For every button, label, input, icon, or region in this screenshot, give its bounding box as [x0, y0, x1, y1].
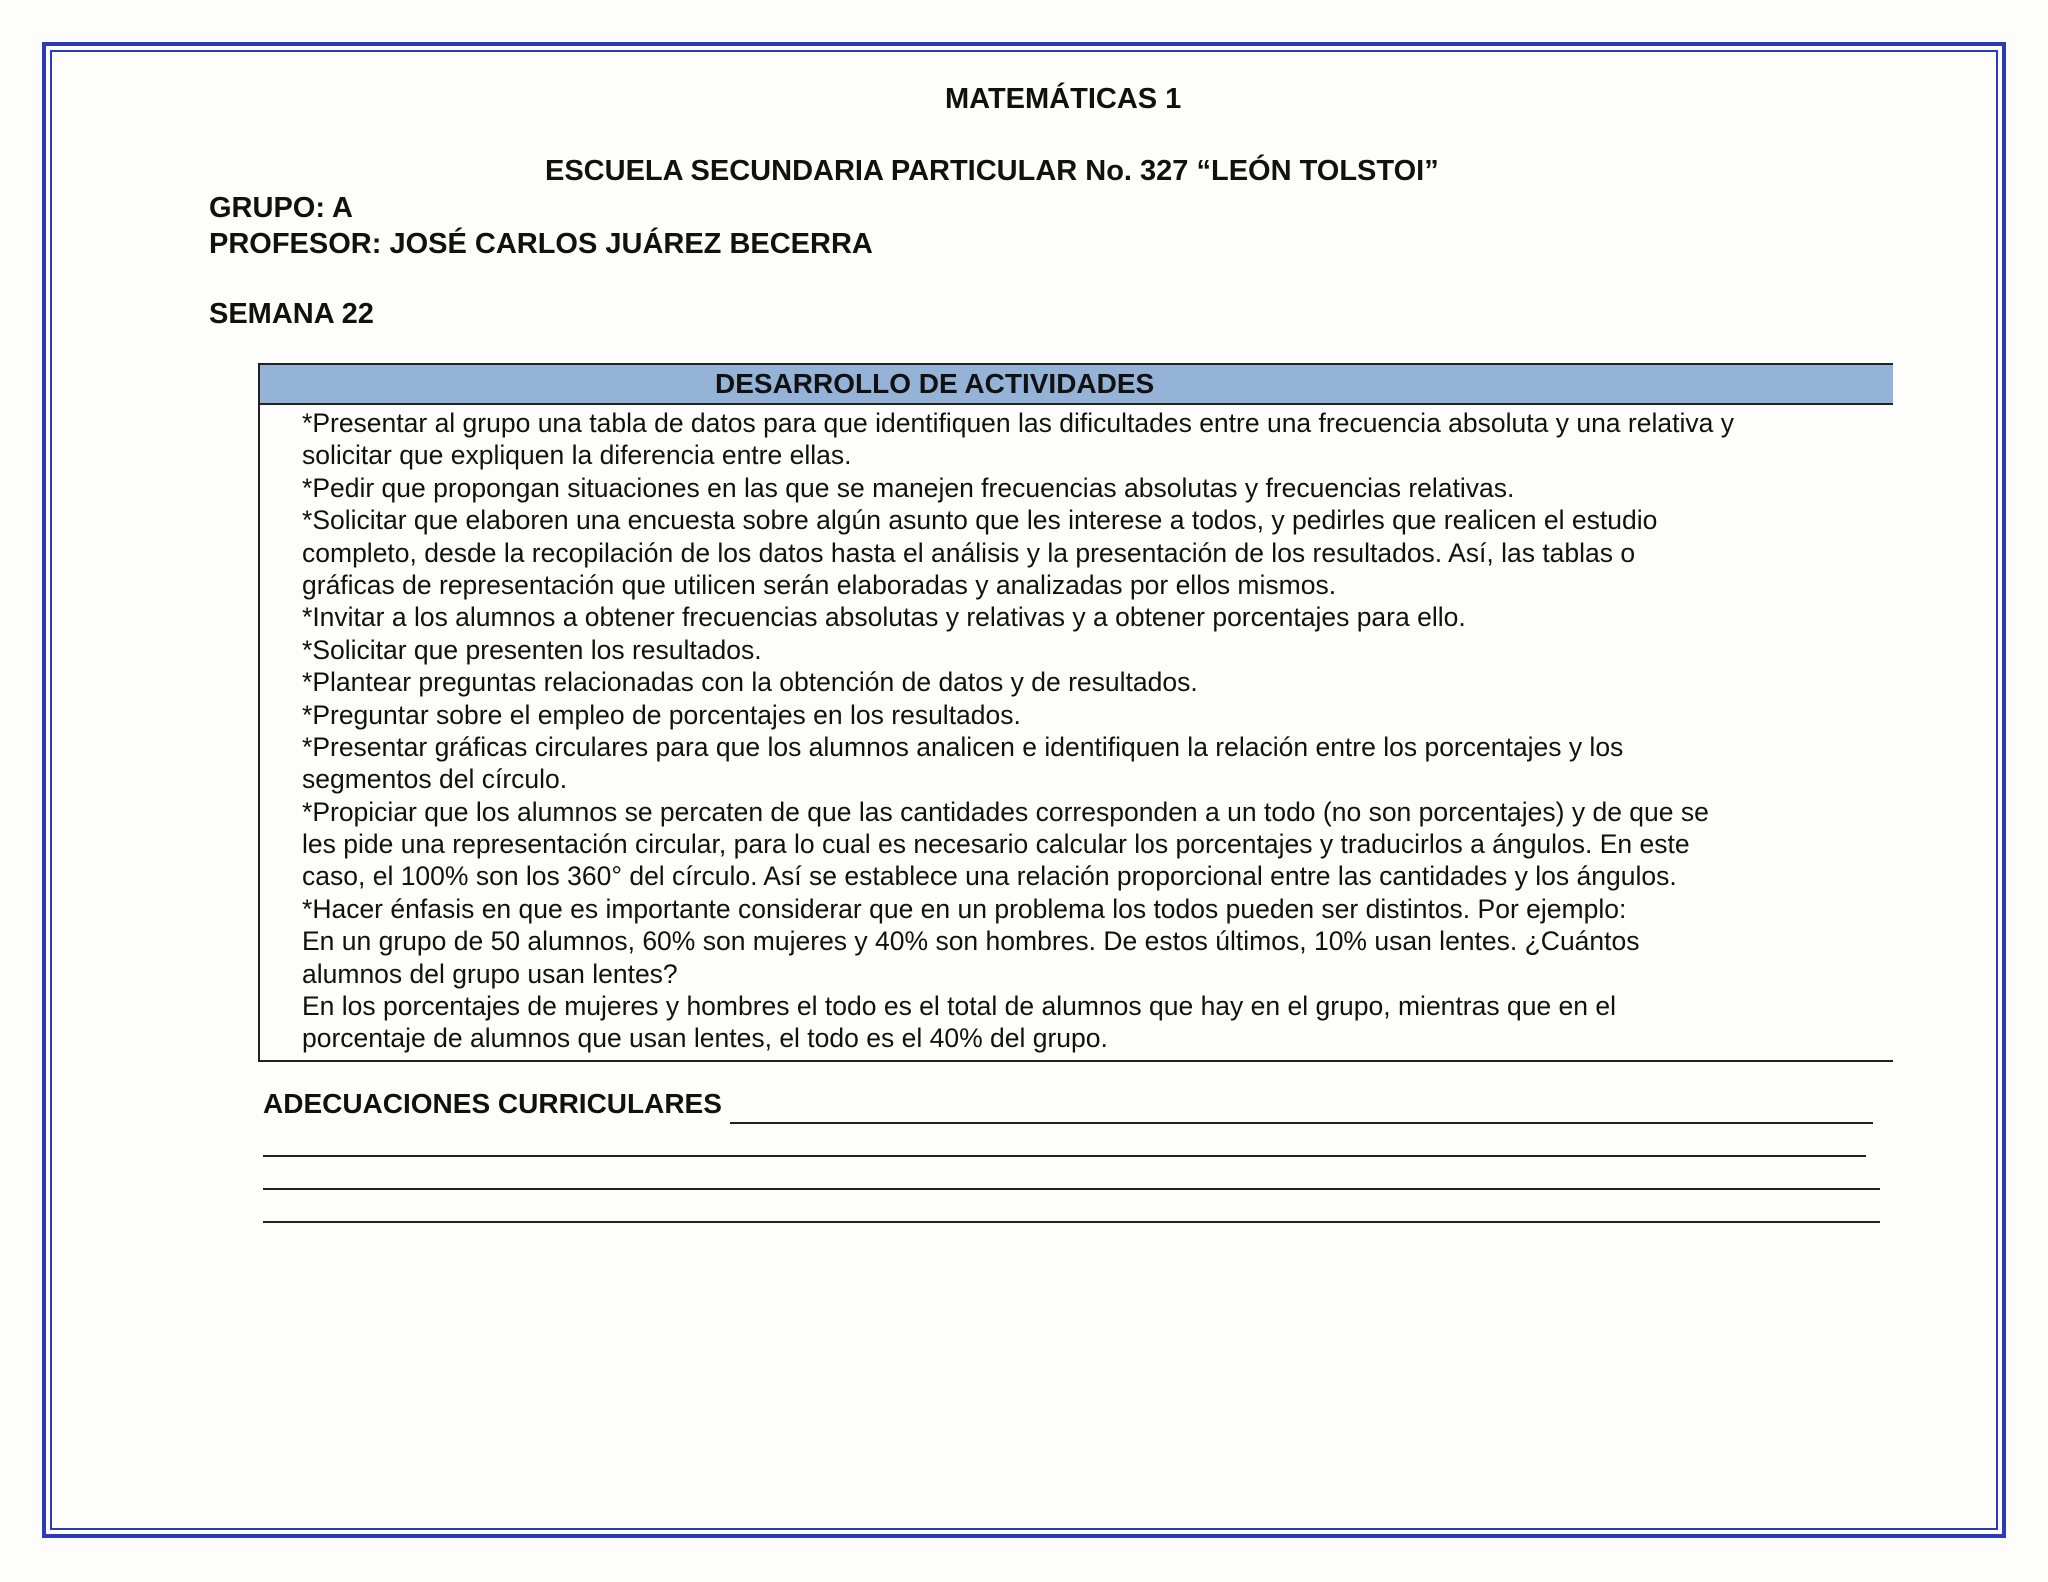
- activity-line: En un grupo de 50 alumnos, 60% son mujeres y 40% son hombres. De estos últimos, 10% usan lentes. ¿Cuántos: [302, 926, 1640, 957]
- teacher-label: PROFESOR: JOSÉ CARLOS JUÁREZ BECERRA: [209, 228, 873, 260]
- activity-line: *Solicitar que presenten los resultados.: [302, 634, 762, 665]
- activity-line: *Plantear preguntas relacionadas con la obtención de datos y de resultados.: [302, 667, 1198, 698]
- activity-line: les pide una representación circular, para lo cual es necesario calcular los porcentajes y traducirlos a ángulos. En este: [302, 829, 1690, 860]
- fill-in-line: [263, 1188, 1880, 1190]
- fill-in-line: [263, 1155, 1866, 1157]
- week-label: SEMANA 22: [209, 298, 374, 330]
- activities-header: [260, 365, 1893, 405]
- activity-line: completo, desde la recopilación de los datos hasta el análisis y la presentación de los resultados. Así, las tablas o: [302, 537, 1636, 568]
- school-title: ESCUELA SECUNDARIA PARTICULAR No. 327 “LEÓN TOLSTOI”: [545, 155, 1439, 187]
- activity-line: *Propiciar que los alumnos se percaten de que las cantidades corresponden a un todo (no son porcentajes) y de que se: [302, 796, 1709, 827]
- activity-line: porcentaje de alumnos que usan lentes, el todo es el 40% del grupo.: [302, 1023, 1108, 1054]
- activity-line: *Hacer énfasis en que es importante considerar que en un problema los todos pueden ser distintos. Por ejemplo:: [302, 893, 1627, 924]
- activity-line: *Pedir que propongan situaciones en las que se manejen frecuencias absolutas y frecuencias relativas.: [302, 472, 1515, 503]
- group-label: GRUPO: A: [209, 192, 353, 224]
- activity-line: gráficas de representación que utilicen serán elaboradas y analizadas por ellos mismos.: [302, 569, 1337, 600]
- activities-heading: DESARROLLO DE ACTIVIDADES: [715, 368, 1155, 399]
- fill-in-line: [263, 1221, 1880, 1223]
- subject-title: MATEMÁTICAS 1: [945, 83, 1182, 115]
- activity-line: *Solicitar que elaboren una encuesta sobre algún asunto que les interese a todos, y pedirles que realicen el estudio: [302, 505, 1658, 536]
- activity-line: *Presentar al grupo una tabla de datos para que identifiquen las dificultades entre una frecuencia absoluta y una relativa y: [302, 408, 1734, 438]
- activity-line: *Preguntar sobre el empleo de porcentajes en los resultados.: [302, 699, 1021, 730]
- activity-line: alumnos del grupo usan lentes?: [302, 958, 678, 989]
- activity-line: *Invitar a los alumnos a obtener frecuencias absolutas y relativas y a obtener porcentajes para ello.: [302, 602, 1466, 633]
- adecuaciones-label: ADECUACIONES CURRICULARES: [263, 1088, 722, 1119]
- fill-in-line: [730, 1122, 1873, 1124]
- activity-line: *Presentar gráficas circulares para que los alumnos analicen e identifiquen la relación entre los porcentajes y los: [302, 731, 1624, 762]
- activities-table: [258, 363, 1893, 1062]
- activity-line: solicitar que expliquen la diferencia entre ellas.: [302, 440, 852, 471]
- activity-line: segmentos del círculo.: [302, 764, 568, 795]
- activity-line: En los porcentajes de mujeres y hombres el todo es el total de alumnos que hay en el grupo, mientras que en el: [302, 991, 1617, 1022]
- activity-line: caso, el 100% son los 360° del círculo. Así se establece una relación proporcional entre las cantidades y los ángulos.: [302, 861, 1677, 892]
- activities-body: [302, 407, 1882, 1055]
